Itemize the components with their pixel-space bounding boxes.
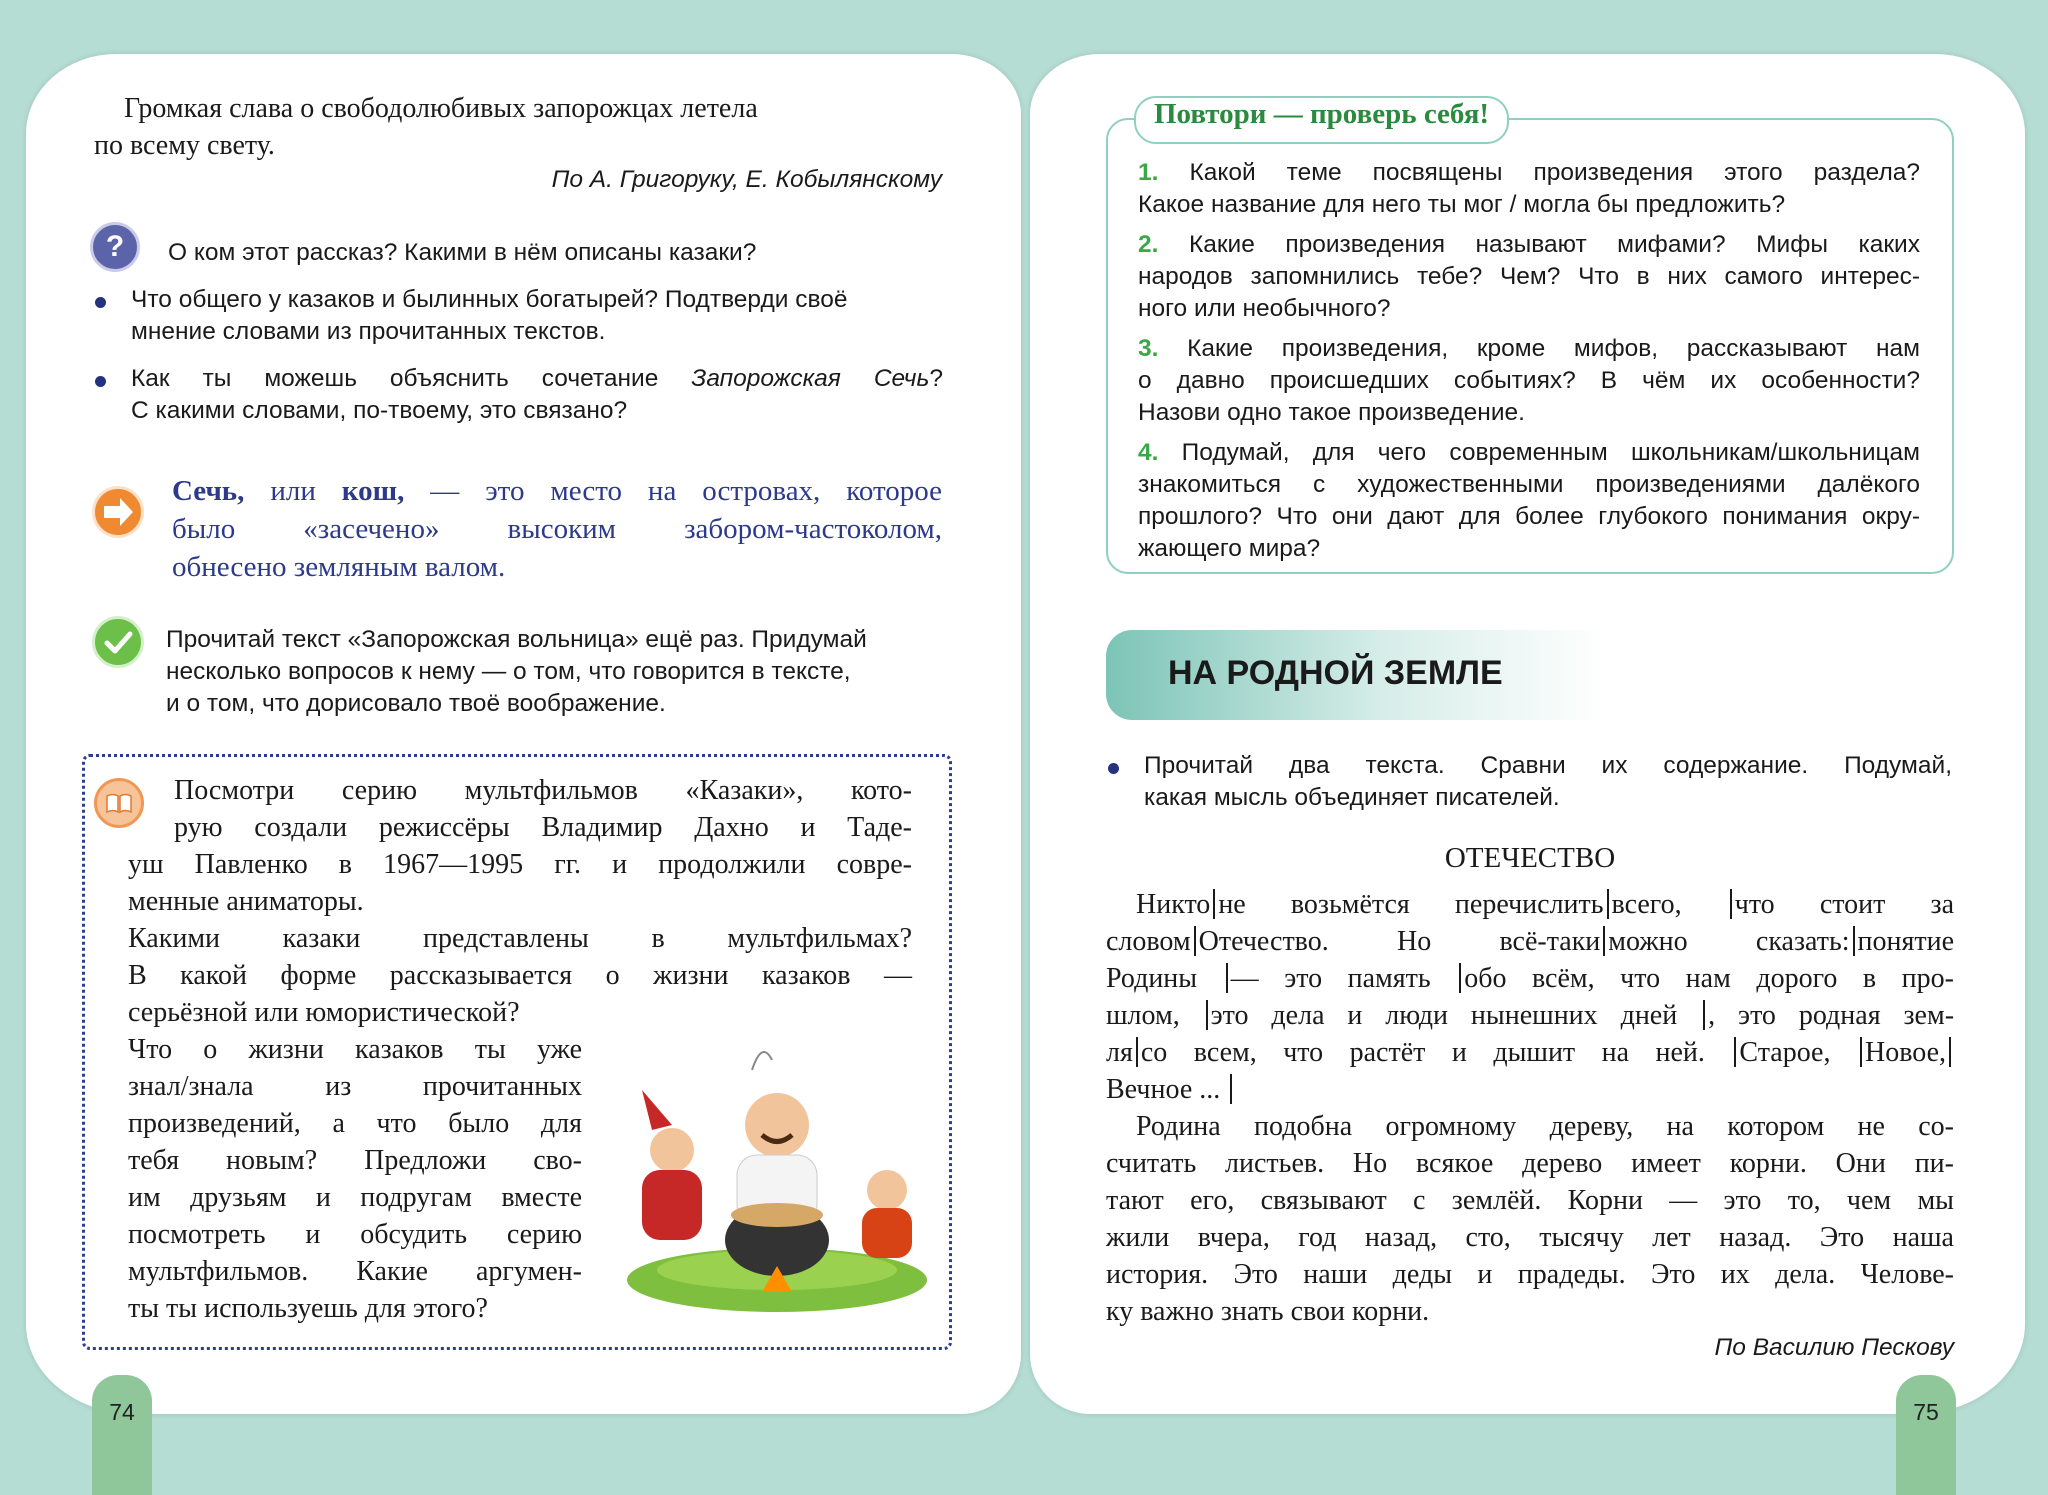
- review-line: народов запомнились тебе? Чем? Что в них самого интерес-: [1138, 263, 1920, 290]
- definition-line: обнесено земляным валом.: [172, 551, 506, 583]
- story-segment: ля: [1106, 1037, 1133, 1068]
- story-line: [1106, 886, 1954, 923]
- pause-mark: [1206, 1000, 1208, 1030]
- story-segment: Новое,: [1864, 1037, 1947, 1068]
- review-line: о давно происшедших событиях? В чём их особенности?: [1138, 367, 1920, 394]
- bullet-line: Что общего у казаков и былинных богатырей? Подтверди своё: [131, 286, 848, 313]
- story-segment: всего,: [1611, 889, 1682, 920]
- box-line: произведений, а что было для: [128, 1108, 582, 1139]
- page-number-right: 75: [1913, 1399, 1939, 1425]
- cartoon-task-text: [128, 772, 912, 1031]
- bullet-line: С какими словами, по-твоему, это связано?: [131, 397, 628, 424]
- review-line: знакомиться с художественными произведениями далёкого: [1138, 471, 1920, 498]
- story-line: считать листьев. Но всякое дерево имеет корни. Они пи-: [1106, 1148, 1954, 1179]
- pause-mark: [1136, 1037, 1138, 1067]
- pause-mark: [1226, 963, 1228, 993]
- box-line: менные аниматоры.: [128, 886, 364, 917]
- review-line: прошлого? Что они дают для более глубокого понимания окру-: [1138, 503, 1920, 530]
- task-line: Прочитай текст «Запорожская вольница» ещё раз. Придумай: [166, 626, 867, 653]
- cossacks-cartoon-illustration: [612, 1030, 942, 1320]
- pause-mark: [1730, 889, 1732, 919]
- story-segment: со всем, что растёт и дышит на ней.: [1140, 1037, 1705, 1068]
- story-segment: не возьмётся перечислить: [1218, 889, 1604, 920]
- review-item-1: [1138, 157, 1920, 221]
- bullet-icon: [1108, 763, 1119, 774]
- pause-mark: [1230, 1074, 1232, 1104]
- arrow-right-icon: [92, 486, 144, 538]
- story-line: [1106, 1034, 1954, 1071]
- story-line: жили вчера, год назад, сто, тысячу лет назад. Это наша: [1106, 1222, 1954, 1253]
- review-item-4: [1138, 437, 1920, 565]
- intro-line: Громкая слава о свободолюбивых запорожцах летела: [124, 93, 758, 124]
- review-item-2: [1138, 229, 1920, 325]
- question-main: О ком этот рассказ? Какими в нём описаны казаки?: [168, 239, 757, 266]
- story-line: [1106, 923, 1954, 960]
- box-line: В какой форме рассказывается о жизни казаков —: [128, 960, 912, 991]
- pause-mark: [1459, 963, 1461, 993]
- definition-term: Сечь,: [172, 475, 245, 507]
- question-bullet-1: [131, 284, 943, 348]
- story-line: ку важно знать свои корни.: [1106, 1296, 1430, 1327]
- story-line: история. Это наши деды и прадеды. Это их дела. Челове-: [1106, 1259, 1954, 1290]
- box-line: уш Павленко в 1967—1995 гг. и продолжили совре-: [128, 849, 912, 880]
- bullet-icon: [95, 376, 106, 387]
- section-title: НА РОДНОЙ ЗЕМЛЕ: [1168, 654, 1503, 692]
- task-line: и о том, что дорисовало твоё воображение.: [166, 690, 666, 717]
- bullet-text: ?: [929, 365, 943, 392]
- page-number-tab-left: [92, 1375, 152, 1495]
- story-segment: можно сказать:: [1608, 926, 1850, 957]
- box-line: им друзьям и подругам вместе: [128, 1182, 582, 1213]
- section-task-line: Прочитай два текста. Сравни их содержание. Подумай,: [1144, 752, 1952, 779]
- review-item-number: 4.: [1138, 439, 1159, 466]
- review-item-3: [1138, 333, 1920, 429]
- definition-term: кош,: [341, 475, 405, 507]
- section-task-line: какая мысль объединяет писателей.: [1144, 784, 1560, 811]
- story-line: [1106, 997, 1954, 1034]
- page-number-tab-right: [1896, 1375, 1956, 1495]
- story-segment: это дела и люди нынешних дней: [1210, 1000, 1678, 1031]
- review-line: ного или необычного?: [1138, 295, 1391, 322]
- bullet-icon: [95, 297, 106, 308]
- story-segment: Вечное ...: [1106, 1074, 1221, 1105]
- story-line: [1106, 1071, 1954, 1108]
- cartoon-task-text-narrow: [128, 1031, 582, 1327]
- definition-text: — это место на островах, которое: [404, 475, 942, 507]
- pause-mark: [1703, 1000, 1705, 1030]
- story-title: ОТЕЧЕСТВО: [1444, 842, 1616, 874]
- story-segment: понятие: [1857, 926, 1954, 957]
- pause-mark: [1194, 926, 1196, 956]
- box-line: Какими казаки представлены в мультфильмах?: [128, 923, 912, 954]
- box-line: Что о жизни казаков ты уже: [128, 1034, 582, 1065]
- intro-paragraph: [94, 90, 944, 164]
- question-icon: ?: [90, 222, 140, 272]
- box-line: Посмотри серию мультфильмов «Казаки», кото-: [174, 775, 912, 806]
- review-line: Какое название для него ты мог / могла бы предложить?: [1138, 191, 1786, 218]
- checkmark-icon: [92, 616, 144, 668]
- box-line: ты ты используешь для этого?: [128, 1293, 488, 1324]
- story-segment: Родины: [1106, 963, 1198, 994]
- review-title: Повтори — проверь себя!: [1134, 96, 1509, 144]
- review-item-number: 1.: [1138, 159, 1159, 186]
- review-list: [1138, 157, 1920, 565]
- pause-mark: [1607, 889, 1609, 919]
- story-segment: Никто: [1136, 889, 1211, 920]
- definition-line: было «засечено» высоким забором-частоколом,: [172, 513, 942, 545]
- bullet-text: Как ты можешь объяснить сочетание: [131, 365, 692, 392]
- pause-mark: [1853, 926, 1855, 956]
- story-segment: что стоит за: [1734, 889, 1954, 920]
- pause-mark: [1603, 926, 1605, 956]
- intro-source: По А. Григоруку, Е. Кобылянскому: [551, 166, 942, 193]
- pause-mark: [1860, 1037, 1862, 1067]
- box-line: мультфильмов. Какие аргумен-: [128, 1256, 582, 1287]
- section-heading-banner: [1106, 630, 1606, 720]
- story-segment: Старое,: [1739, 1037, 1831, 1068]
- intro-line: по всему свету.: [94, 130, 275, 161]
- reading-task: [166, 624, 946, 720]
- review-line: Какой теме посвящены произведения этого раздела?: [1189, 159, 1920, 186]
- story-segment: шлом,: [1106, 1000, 1180, 1031]
- box-line: знал/знала из прочитанных: [128, 1071, 582, 1102]
- bullet-line: мнение словами из прочитанных текстов.: [131, 318, 606, 345]
- story-segment: словом: [1106, 926, 1191, 957]
- review-item-number: 3.: [1138, 335, 1159, 362]
- review-line: Подумай, для чего современным школьникам/школьницам: [1181, 439, 1921, 466]
- story-segment: — это память: [1230, 963, 1431, 994]
- review-line: Какие произведения называют мифами? Мифы каких: [1188, 231, 1920, 258]
- story-line: тают его, связывают с землёй. Корни — это то, чем мы: [1106, 1185, 1954, 1216]
- bullet-italic-term: Запорожская Сечь: [691, 365, 930, 392]
- story-line: Родина подобна огромному дереву, на котором не со-: [1136, 1111, 1954, 1142]
- task-line: несколько вопросов к нему — о том, что говорится в тексте,: [166, 658, 851, 685]
- box-line: серьёзной или юмористической?: [128, 997, 520, 1028]
- box-line: тебя новым? Предложи сво-: [128, 1145, 582, 1176]
- page-number-left: 74: [109, 1399, 135, 1425]
- review-line: жающего мира?: [1138, 535, 1321, 562]
- story-segment: Отечество. Но всё-таки: [1198, 926, 1601, 957]
- pause-mark: [1949, 1037, 1951, 1067]
- definition-block: [172, 472, 942, 586]
- review-line: Какие произведения, кроме мифов, рассказывают нам: [1187, 335, 1921, 362]
- story-paragraph-2: [1106, 1108, 1954, 1330]
- review-item-number: 2.: [1138, 231, 1159, 258]
- story-paragraph-1: [1106, 886, 1954, 1108]
- pause-mark: [1213, 889, 1215, 919]
- story-source: По Василию Пескову: [1714, 1334, 1954, 1361]
- box-line: рую создали режиссёры Владимир Дахно и Таде-: [174, 812, 912, 843]
- review-line: Назови одно такое произведение.: [1138, 399, 1525, 426]
- definition-text: или: [244, 475, 342, 507]
- pause-mark: [1734, 1037, 1736, 1067]
- story-segment: , это родная зем-: [1708, 1000, 1955, 1031]
- box-line: посмотреть и обсудить серию: [128, 1219, 582, 1250]
- story-line: [1106, 960, 1954, 997]
- section-task: [1144, 750, 1952, 814]
- question-bullet-2: [131, 363, 943, 427]
- story-segment: обо всём, что нам дорого в про-: [1464, 963, 1954, 994]
